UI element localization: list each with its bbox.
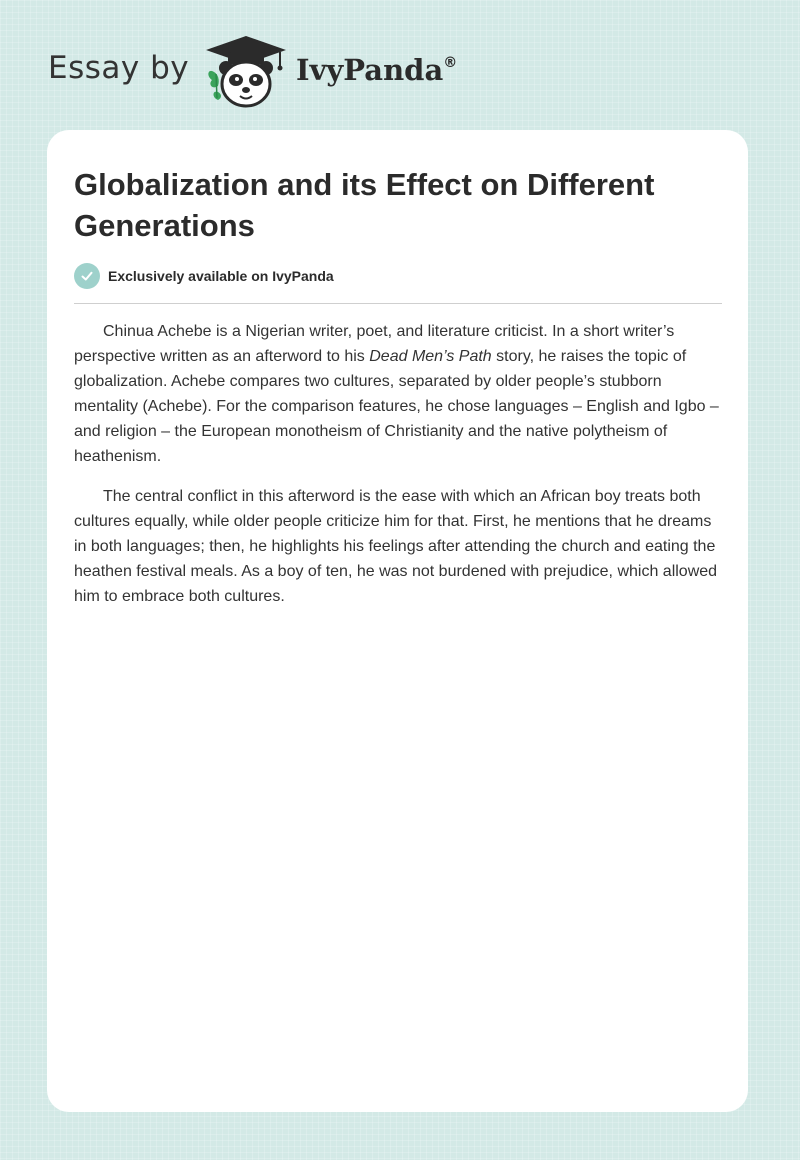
paragraph-1 <box>74 319 724 469</box>
check-icon <box>74 263 100 289</box>
brand-name[interactable] <box>296 53 457 87</box>
title-divider <box>74 303 722 304</box>
ivypanda-logo-icon[interactable] <box>200 34 292 110</box>
exclusive-badge <box>74 263 334 289</box>
panda-face-icon <box>219 61 273 106</box>
essay-body <box>74 319 724 624</box>
page-title: Globalization and its Effect on Different Generations <box>74 167 655 243</box>
paragraph-1-part-1: Chinua Achebe is a Nigerian writer, poet, and literature criticist. In a short writer’s perspective written as an afterword to his <box>74 323 675 365</box>
registered-mark: ® <box>443 55 458 71</box>
story-title-italic: Dead Men’s Path <box>369 348 492 365</box>
ivy-leaf-icon <box>208 71 221 100</box>
essay-by-label: Essay by <box>48 50 190 86</box>
essay-card <box>47 130 748 1112</box>
brand-name-text: IvyPanda <box>296 53 444 87</box>
paragraph-1-part-2: story, he raises the topic of globalization. Achebe compares two cultures, separated by older people’s stubborn mentality (Achebe). For the comparison features, he chose languages – English and Igbo – and religion – the European monotheism of Christianity and the native polytheism of heathenism. <box>74 348 719 465</box>
paragraph-2: The central conflict in this afterword is the ease with which an African boy treats both cultures equally, while older people criticize him for that. First, he mentions that he dreams in both languages; then, he highlights his feelings after attending the church and eating the heathen festival meals. As a boy of ten, he was not burdened with prejudice, which allowed him to embrace both cultures. <box>74 488 718 605</box>
exclusive-badge-text: Exclusively available on IvyPanda <box>108 268 334 284</box>
site-header <box>48 30 548 110</box>
